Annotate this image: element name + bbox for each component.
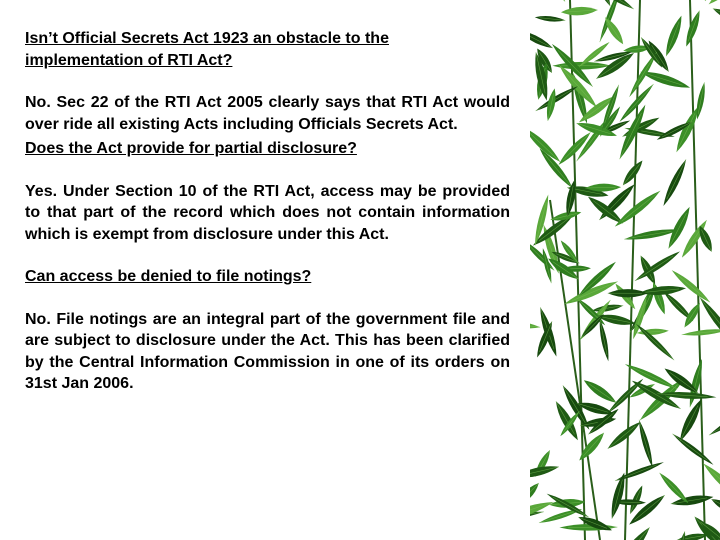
leaf (681, 327, 720, 337)
leaf (614, 524, 653, 540)
leaf (530, 28, 554, 52)
answer-3: No. File notings are an integral part of the government file and are subject to disclosure under the Act. This has been clarified by the Central Information Commission in one of its orders on 31st Jan 2006. (25, 310, 510, 392)
leaf (680, 0, 708, 3)
bamboo-leaves-graphic (530, 0, 720, 540)
faq-text (25, 28, 510, 395)
question-2: Does the Act provide for partial disclosure? (25, 140, 357, 157)
leaf (530, 319, 541, 330)
bamboo-leaves-image (530, 0, 720, 540)
leaf (711, 5, 720, 32)
leaf (530, 480, 542, 507)
question-1: Isn’t Official Secrets Act 1923 an obstacle to the implementation of RTI Act? (25, 30, 389, 69)
leaf (709, 496, 720, 518)
answer-1: No. Sec 22 of the RTI Act 2005 clearly says that RTI Act would over ride all existing Acts including Officials Secrets Act. (25, 94, 510, 133)
question-3: Can access be denied to file notings? (25, 268, 312, 285)
leaf (530, 0, 569, 4)
leaf (706, 0, 720, 7)
leaf (586, 0, 614, 8)
answer-2: Yes. Under Section 10 of the RTI Act, access may be provided to that part of the record which does not contain information which is exempt from disclosure under this Act. (25, 182, 510, 243)
